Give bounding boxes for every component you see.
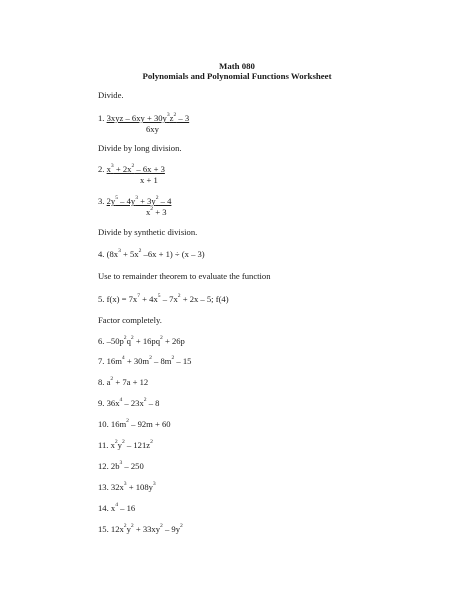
section-divide: Divide. (98, 90, 124, 100)
worksheet-title: Polynomials and Polynomial Functions Worksheet (142, 71, 332, 81)
problem-13: 13. $32x^3 + 108y^3$ (98, 481, 156, 492)
problem-2-denominator: x + 1 (140, 175, 158, 185)
problem-11: 11. $x^2y^2 - 121z^2$ (98, 439, 153, 450)
problem-15: 15. $12x^2y^2 + 33xy^2 - 9y^2$ (98, 523, 183, 534)
problem-3-denominator: $x^2 + 3$ (146, 206, 167, 217)
problem-2-number: 2. (98, 164, 105, 174)
problem-1 (98, 112, 190, 134)
section-synthetic-division: Divide by synthetic division. (98, 227, 198, 237)
section-long-division: Divide by long division. (98, 143, 182, 153)
section-remainder-theorem: Use to remainder theorem to evaluate the function (98, 271, 271, 281)
problem-12: 12. $2b^3 - 250$ (98, 460, 144, 471)
problem-3 (98, 195, 172, 217)
section-factor: Factor completely. (98, 315, 162, 325)
problem-6: 6. $-50p^2q^2 + 16pq^2 + 26p$ (98, 335, 185, 346)
problem-1-number: 1. (98, 113, 105, 123)
problem-8: 8. $a^2 + 7a + 12$ (98, 376, 149, 387)
problem-1-numerator: $3xyz - 6xy + 30y^3z^2 - 3$ (106, 112, 190, 123)
problem-4: 4. ($8x^3 + 5x^2$ –6x + 1) ÷ (x – 3) (98, 248, 205, 259)
course-title: Math 080 (219, 61, 255, 71)
problem-7: 7. $16m^4 + 30m^2 - 8m^2 - 15$ (98, 355, 192, 366)
problem-2-numerator: $x^3 + 2x^2 - 6x + 3$ (106, 163, 165, 174)
problem-5: 5. $f(x) = 7x^7 + 4x^5 - 7x^2 + 2x - 5$; f(4) (98, 293, 229, 304)
problem-9: 9. $36x^4 - 23x^2 - 8$ (98, 397, 160, 408)
problem-1-denominator: 6xy (146, 124, 159, 134)
problem-3-numerator: $2y^5 - 4y^3 + 3y^2 - 4$ (106, 195, 172, 206)
problem-14: 14. $x^4 - 16$ (98, 502, 136, 513)
problem-3-number: 3. (98, 196, 105, 206)
problem-10: 10. $16m^2 - 92m + 60$ (98, 418, 171, 429)
problem-2 (98, 163, 165, 185)
